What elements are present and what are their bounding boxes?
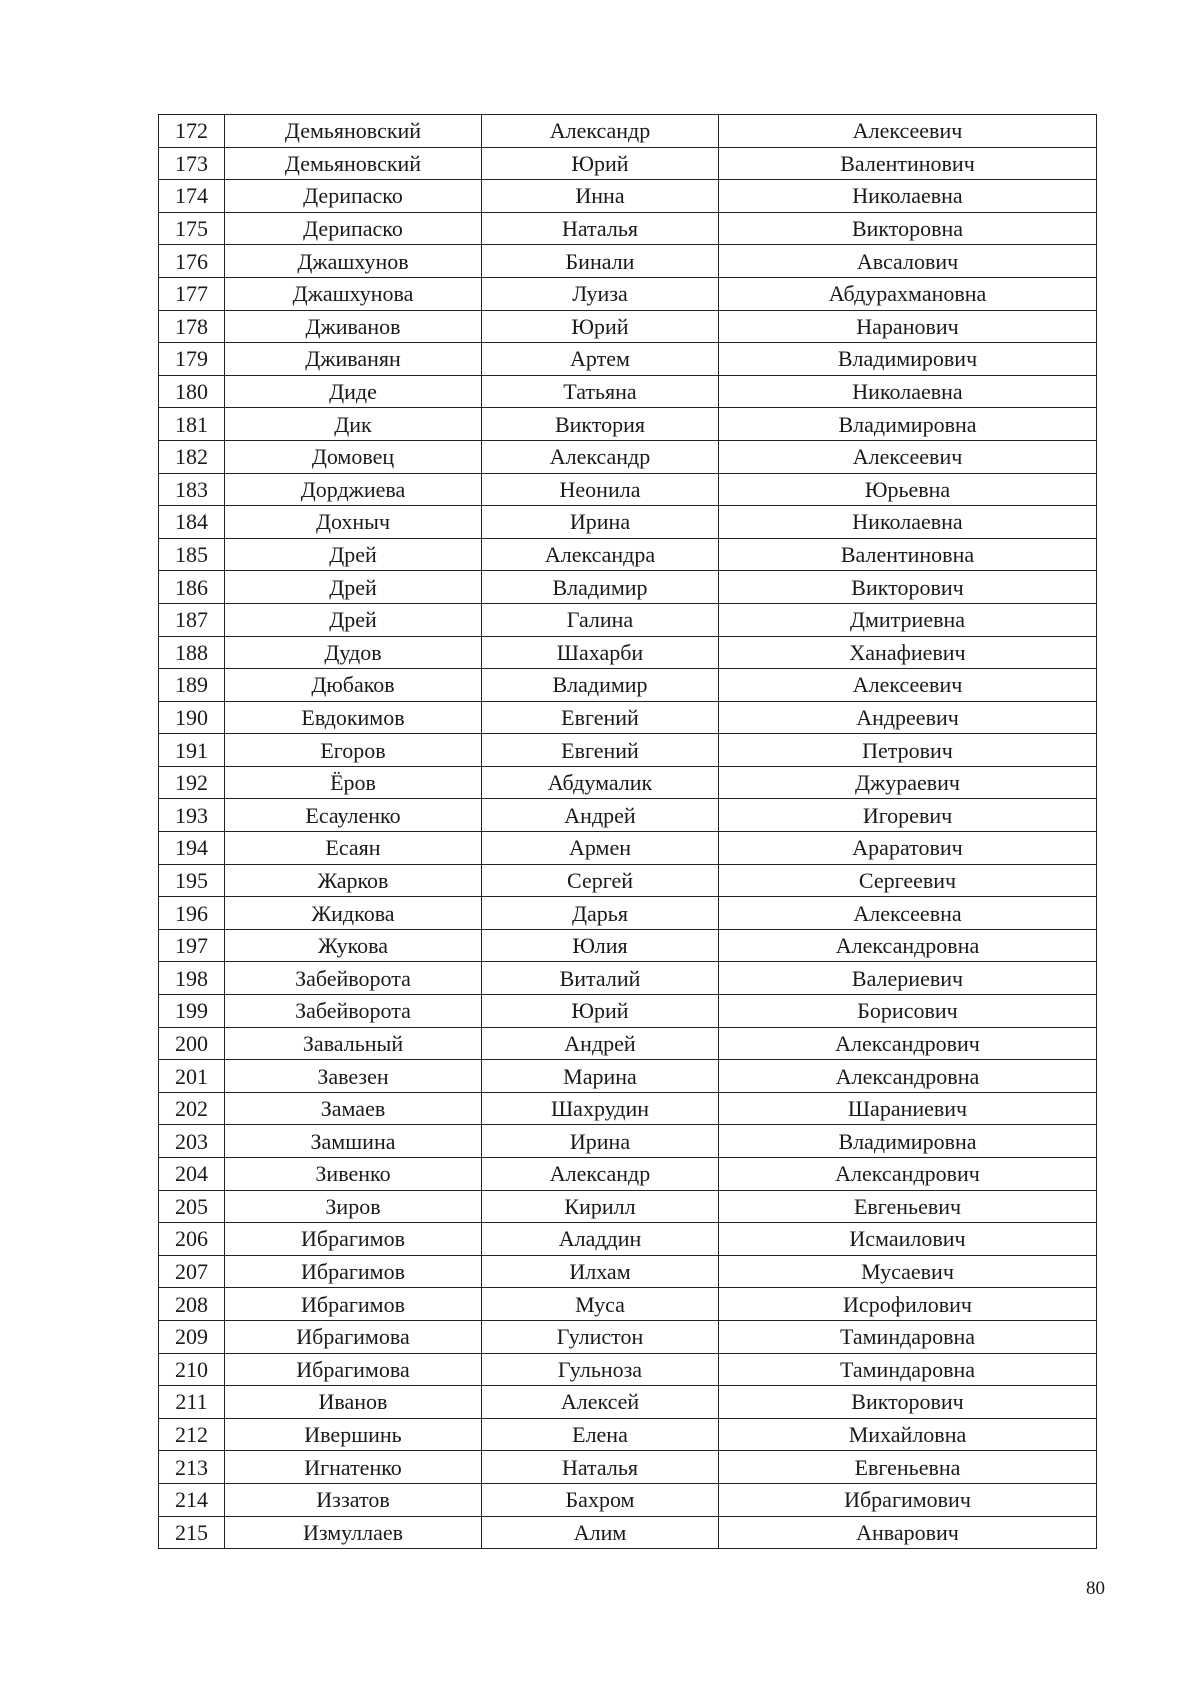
first-name-cell: Елена [482, 1418, 719, 1451]
table-row [159, 864, 1097, 897]
first-name-cell: Бахром [482, 1483, 719, 1516]
first-name-cell: Виктория [482, 408, 719, 441]
surname-cell: Диде [225, 375, 482, 408]
surname-cell: Дрей [225, 571, 482, 604]
patronymic-cell: Араратович [719, 832, 1097, 865]
patronymic-cell: Алексеевич [719, 669, 1097, 702]
surname-cell: Джашхунов [225, 245, 482, 278]
row-number-cell: 195 [159, 864, 225, 897]
row-number-cell: 177 [159, 277, 225, 310]
first-name-cell: Бинали [482, 245, 719, 278]
names-table [158, 114, 1097, 1549]
surname-cell: Ибрагимов [225, 1255, 482, 1288]
row-number-cell: 200 [159, 1027, 225, 1060]
row-number-cell: 203 [159, 1125, 225, 1158]
patronymic-cell: Александрович [719, 1158, 1097, 1191]
surname-cell: Ивершинь [225, 1418, 482, 1451]
first-name-cell: Наталья [482, 1451, 719, 1484]
patronymic-cell: Андреевич [719, 701, 1097, 734]
patronymic-cell: Валентинович [719, 147, 1097, 180]
patronymic-cell: Борисович [719, 995, 1097, 1028]
row-number-cell: 190 [159, 701, 225, 734]
patronymic-cell: Владимировна [719, 1125, 1097, 1158]
row-number-cell: 211 [159, 1386, 225, 1419]
surname-cell: Дюбаков [225, 669, 482, 702]
surname-cell: Егоров [225, 734, 482, 767]
page-number: 80 [1086, 1578, 1105, 1599]
row-number-cell: 185 [159, 538, 225, 571]
row-number-cell: 205 [159, 1190, 225, 1223]
first-name-cell: Юрий [482, 147, 719, 180]
names-table-body [159, 115, 1097, 1549]
row-number-cell: 202 [159, 1092, 225, 1125]
surname-cell: Ибрагимова [225, 1353, 482, 1386]
first-name-cell: Илхам [482, 1255, 719, 1288]
patronymic-cell: Шараниевич [719, 1092, 1097, 1125]
patronymic-cell: Ханафиевич [719, 636, 1097, 669]
table-row [159, 962, 1097, 995]
table-row [159, 538, 1097, 571]
surname-cell: Джашхунова [225, 277, 482, 310]
patronymic-cell: Петрович [719, 734, 1097, 767]
patronymic-cell: Александровна [719, 1060, 1097, 1093]
patronymic-cell: Юрьевна [719, 473, 1097, 506]
row-number-cell: 182 [159, 440, 225, 473]
first-name-cell: Ирина [482, 1125, 719, 1158]
table-row [159, 929, 1097, 962]
row-number-cell: 194 [159, 832, 225, 865]
table-row [159, 1027, 1097, 1060]
patronymic-cell: Игоревич [719, 799, 1097, 832]
row-number-cell: 197 [159, 929, 225, 962]
row-number-cell: 201 [159, 1060, 225, 1093]
first-name-cell: Сергей [482, 864, 719, 897]
row-number-cell: 186 [159, 571, 225, 604]
table-row [159, 375, 1097, 408]
table-row [159, 571, 1097, 604]
row-number-cell: 192 [159, 766, 225, 799]
first-name-cell: Галина [482, 603, 719, 636]
row-number-cell: 189 [159, 669, 225, 702]
surname-cell: Дрей [225, 603, 482, 636]
table-row [159, 1060, 1097, 1093]
surname-cell: Иванов [225, 1386, 482, 1419]
patronymic-cell: Валериевич [719, 962, 1097, 995]
table-row [159, 636, 1097, 669]
row-number-cell: 191 [159, 734, 225, 767]
table-row [159, 147, 1097, 180]
row-number-cell: 207 [159, 1255, 225, 1288]
surname-cell: Завальный [225, 1027, 482, 1060]
first-name-cell: Владимир [482, 571, 719, 604]
table-row [159, 1223, 1097, 1256]
row-number-cell: 175 [159, 212, 225, 245]
row-number-cell: 188 [159, 636, 225, 669]
row-number-cell: 180 [159, 375, 225, 408]
surname-cell: Иззатов [225, 1483, 482, 1516]
row-number-cell: 174 [159, 180, 225, 213]
first-name-cell: Александр [482, 1158, 719, 1191]
table-row [159, 115, 1097, 148]
table-row [159, 1483, 1097, 1516]
table-row [159, 897, 1097, 930]
table-row [159, 1255, 1097, 1288]
row-number-cell: 173 [159, 147, 225, 180]
table-row [159, 799, 1097, 832]
surname-cell: Дживанов [225, 310, 482, 343]
first-name-cell: Алим [482, 1516, 719, 1549]
patronymic-cell: Николаевна [719, 180, 1097, 213]
row-number-cell: 199 [159, 995, 225, 1028]
surname-cell: Домовец [225, 440, 482, 473]
first-name-cell: Дарья [482, 897, 719, 930]
patronymic-cell: Алексеевич [719, 115, 1097, 148]
table-row [159, 473, 1097, 506]
first-name-cell: Андрей [482, 799, 719, 832]
first-name-cell: Владимир [482, 669, 719, 702]
table-row [159, 1516, 1097, 1549]
table-row [159, 1158, 1097, 1191]
surname-cell: Демьяновский [225, 147, 482, 180]
patronymic-cell: Авсалович [719, 245, 1097, 278]
surname-cell: Есаян [225, 832, 482, 865]
table-row [159, 440, 1097, 473]
row-number-cell: 204 [159, 1158, 225, 1191]
row-number-cell: 215 [159, 1516, 225, 1549]
patronymic-cell: Дмитриевна [719, 603, 1097, 636]
first-name-cell: Ирина [482, 506, 719, 539]
table-row [159, 603, 1097, 636]
table-row [159, 180, 1097, 213]
first-name-cell: Марина [482, 1060, 719, 1093]
first-name-cell: Андрей [482, 1027, 719, 1060]
first-name-cell: Евгений [482, 734, 719, 767]
surname-cell: Измуллаев [225, 1516, 482, 1549]
table-row [159, 1386, 1097, 1419]
patronymic-cell: Николаевна [719, 506, 1097, 539]
surname-cell: Есауленко [225, 799, 482, 832]
first-name-cell: Кирилл [482, 1190, 719, 1223]
patronymic-cell: Николаевна [719, 375, 1097, 408]
surname-cell: Жидкова [225, 897, 482, 930]
row-number-cell: 178 [159, 310, 225, 343]
first-name-cell: Гульноза [482, 1353, 719, 1386]
patronymic-cell: Алексеевич [719, 440, 1097, 473]
surname-cell: Зиров [225, 1190, 482, 1223]
first-name-cell: Юрий [482, 310, 719, 343]
first-name-cell: Шахрудин [482, 1092, 719, 1125]
row-number-cell: 210 [159, 1353, 225, 1386]
first-name-cell: Евгений [482, 701, 719, 734]
first-name-cell: Шахарби [482, 636, 719, 669]
surname-cell: Замшина [225, 1125, 482, 1158]
surname-cell: Игнатенко [225, 1451, 482, 1484]
surname-cell: Жукова [225, 929, 482, 962]
table-row [159, 1418, 1097, 1451]
row-number-cell: 209 [159, 1320, 225, 1353]
patronymic-cell: Евгеньевна [719, 1451, 1097, 1484]
patronymic-cell: Сергеевич [719, 864, 1097, 897]
patronymic-cell: Абдурахмановна [719, 277, 1097, 310]
patronymic-cell: Валентиновна [719, 538, 1097, 571]
first-name-cell: Наталья [482, 212, 719, 245]
surname-cell: Дорджиева [225, 473, 482, 506]
surname-cell: Ибрагимова [225, 1320, 482, 1353]
row-number-cell: 214 [159, 1483, 225, 1516]
row-number-cell: 172 [159, 115, 225, 148]
surname-cell: Демьяновский [225, 115, 482, 148]
table-row [159, 766, 1097, 799]
patronymic-cell: Исрофилович [719, 1288, 1097, 1321]
surname-cell: Дживанян [225, 343, 482, 376]
table-row [159, 734, 1097, 767]
table-row [159, 343, 1097, 376]
surname-cell: Ёров [225, 766, 482, 799]
table-row [159, 995, 1097, 1028]
patronymic-cell: Михайловна [719, 1418, 1097, 1451]
table-row [159, 1353, 1097, 1386]
surname-cell: Дохныч [225, 506, 482, 539]
patronymic-cell: Исмаилович [719, 1223, 1097, 1256]
patronymic-cell: Викторович [719, 1386, 1097, 1419]
table-row [159, 701, 1097, 734]
first-name-cell: Армен [482, 832, 719, 865]
surname-cell: Забейворота [225, 995, 482, 1028]
patronymic-cell: Владимирович [719, 343, 1097, 376]
table-row [159, 408, 1097, 441]
row-number-cell: 208 [159, 1288, 225, 1321]
first-name-cell: Виталий [482, 962, 719, 995]
patronymic-cell: Мусаевич [719, 1255, 1097, 1288]
first-name-cell: Луиза [482, 277, 719, 310]
row-number-cell: 198 [159, 962, 225, 995]
patronymic-cell: Александровна [719, 929, 1097, 962]
first-name-cell: Артем [482, 343, 719, 376]
surname-cell: Жарков [225, 864, 482, 897]
row-number-cell: 183 [159, 473, 225, 506]
first-name-cell: Александра [482, 538, 719, 571]
row-number-cell: 193 [159, 799, 225, 832]
surname-cell: Дудов [225, 636, 482, 669]
first-name-cell: Александр [482, 115, 719, 148]
first-name-cell: Юлия [482, 929, 719, 962]
patronymic-cell: Евгеньевич [719, 1190, 1097, 1223]
first-name-cell: Александр [482, 440, 719, 473]
first-name-cell: Неонила [482, 473, 719, 506]
patronymic-cell: Джураевич [719, 766, 1097, 799]
table-row [159, 245, 1097, 278]
table-row [159, 669, 1097, 702]
first-name-cell: Аладдин [482, 1223, 719, 1256]
first-name-cell: Абдумалик [482, 766, 719, 799]
surname-cell: Забейворота [225, 962, 482, 995]
table-row [159, 1125, 1097, 1158]
surname-cell: Евдокимов [225, 701, 482, 734]
surname-cell: Дрей [225, 538, 482, 571]
surname-cell: Дик [225, 408, 482, 441]
row-number-cell: 179 [159, 343, 225, 376]
table-row [159, 1288, 1097, 1321]
row-number-cell: 196 [159, 897, 225, 930]
patronymic-cell: Ибрагимович [719, 1483, 1097, 1516]
row-number-cell: 181 [159, 408, 225, 441]
table-row [159, 277, 1097, 310]
first-name-cell: Гулистон [482, 1320, 719, 1353]
table-row [159, 310, 1097, 343]
row-number-cell: 187 [159, 603, 225, 636]
surname-cell: Зивенко [225, 1158, 482, 1191]
first-name-cell: Инна [482, 180, 719, 213]
table-row [159, 506, 1097, 539]
first-name-cell: Юрий [482, 995, 719, 1028]
row-number-cell: 213 [159, 1451, 225, 1484]
table-row [159, 1092, 1097, 1125]
patronymic-cell: Александрович [719, 1027, 1097, 1060]
table-row [159, 1451, 1097, 1484]
table-row [159, 212, 1097, 245]
table-row [159, 1190, 1097, 1223]
surname-cell: Дерипаско [225, 212, 482, 245]
surname-cell: Замаев [225, 1092, 482, 1125]
patronymic-cell: Викторович [719, 571, 1097, 604]
patronymic-cell: Наранович [719, 310, 1097, 343]
surname-cell: Дерипаско [225, 180, 482, 213]
surname-cell: Завезен [225, 1060, 482, 1093]
patronymic-cell: Владимировна [719, 408, 1097, 441]
first-name-cell: Муса [482, 1288, 719, 1321]
surname-cell: Ибрагимов [225, 1223, 482, 1256]
first-name-cell: Алексей [482, 1386, 719, 1419]
surname-cell: Ибрагимов [225, 1288, 482, 1321]
patronymic-cell: Таминдаровна [719, 1320, 1097, 1353]
patronymic-cell: Анварович [719, 1516, 1097, 1549]
patronymic-cell: Викторовна [719, 212, 1097, 245]
patronymic-cell: Алексеевна [719, 897, 1097, 930]
row-number-cell: 212 [159, 1418, 225, 1451]
table-row [159, 1320, 1097, 1353]
table-row [159, 832, 1097, 865]
patronymic-cell: Таминдаровна [719, 1353, 1097, 1386]
row-number-cell: 206 [159, 1223, 225, 1256]
row-number-cell: 184 [159, 506, 225, 539]
first-name-cell: Татьяна [482, 375, 719, 408]
row-number-cell: 176 [159, 245, 225, 278]
